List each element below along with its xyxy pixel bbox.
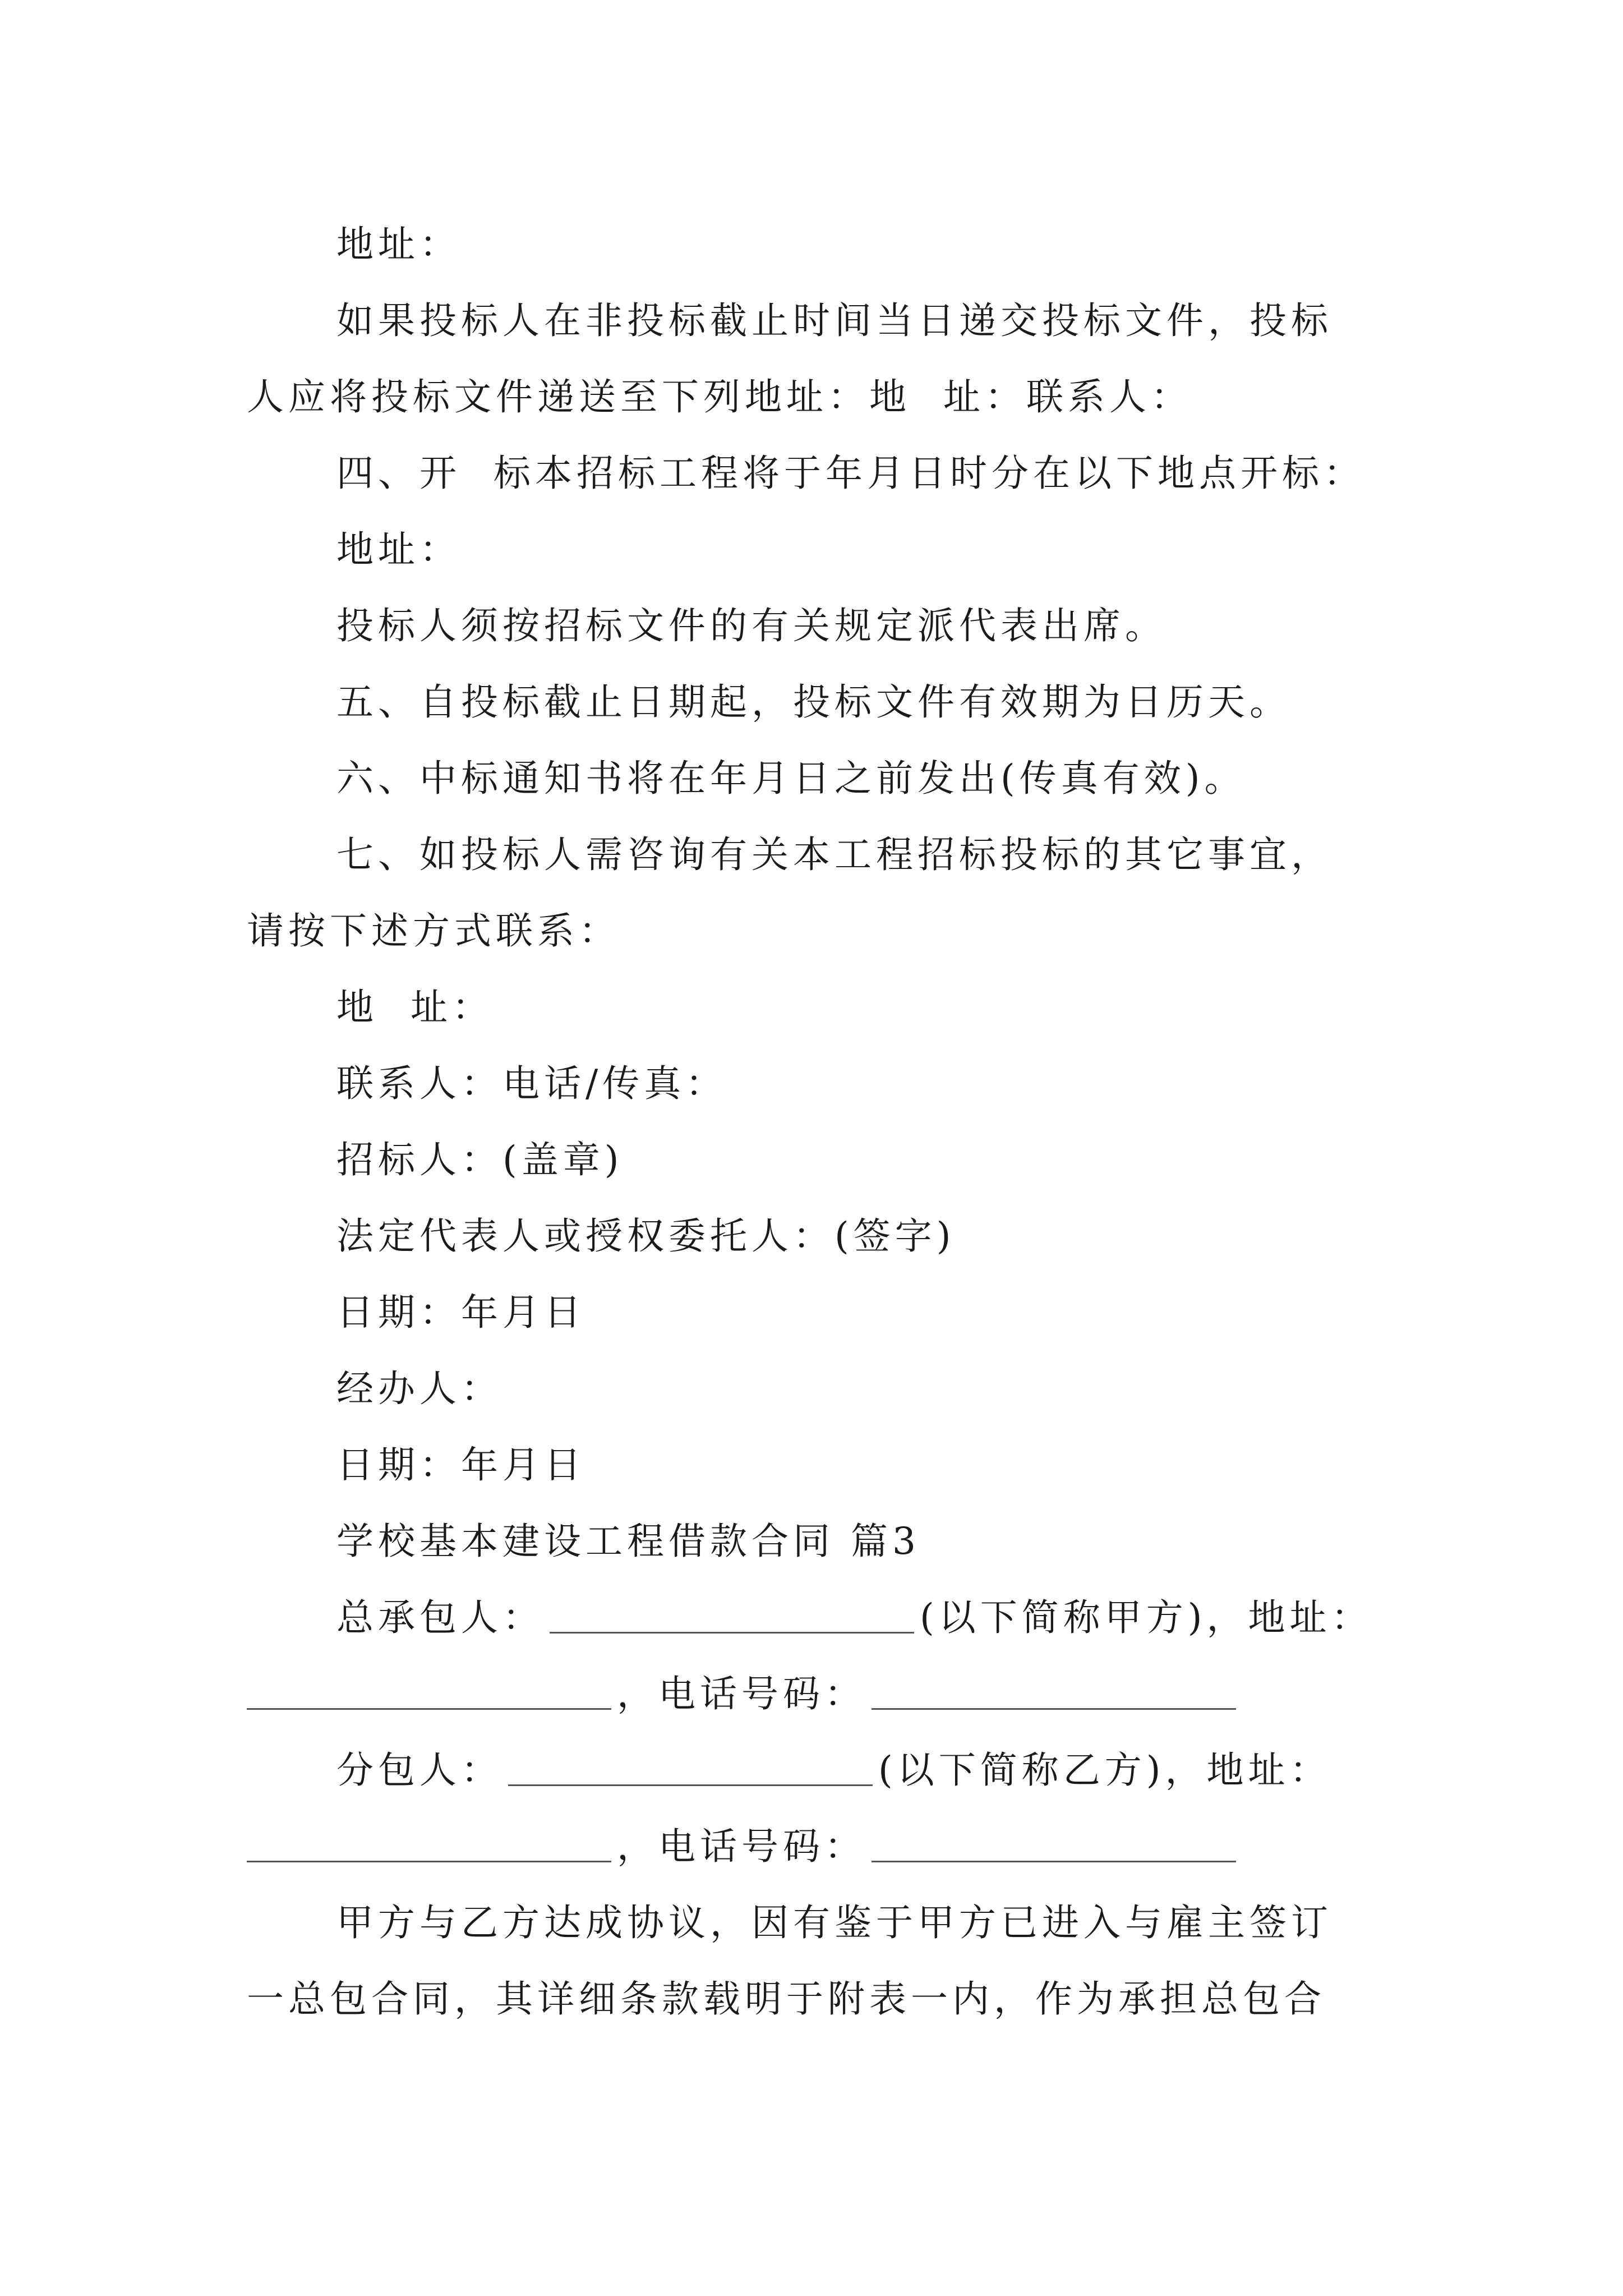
subcontractor-label: 分包人： xyxy=(336,1749,502,1792)
subcontractor-phone-line xyxy=(247,1809,1380,1885)
subcontractor-suffix: (以下简称乙方)，地址： xyxy=(878,1749,1331,1792)
contractor-phone-blank xyxy=(872,1671,1236,1710)
text-line: 七、如投标人需咨询有关本工程招标投标的其它事宜， xyxy=(336,833,1332,876)
contractor-phone-label: ，电话号码： xyxy=(617,1672,866,1715)
text-line: 地址： xyxy=(336,528,461,571)
contractor-line xyxy=(247,1580,1380,1656)
text-line: 日期：年月日 xyxy=(336,1291,585,1334)
subcontractor-phone-label: ，电话号码： xyxy=(617,1825,866,1868)
section-heading: 学校基本建设工程借款合同 篇3 xyxy=(336,1520,920,1563)
contractor-name-blank xyxy=(550,1595,914,1634)
text-line: 人应将投标文件递送至下列地址：地 址：联系人： xyxy=(247,375,1192,418)
text-line: 请按下述方式联系： xyxy=(247,909,620,953)
text-line: 经办人： xyxy=(336,1367,502,1410)
subcontractor-address-blank xyxy=(247,1824,611,1862)
document-body xyxy=(247,206,1380,2037)
contractor-address-blank xyxy=(247,1671,611,1710)
contractor-phone-line xyxy=(247,1656,1380,1732)
text-line: 五、自投标截止日期起，投标文件有效期为日历天。 xyxy=(336,680,1291,724)
text-line: 一总包合同，其详细条款载明于附表一内，作为承担总包合 xyxy=(247,1977,1326,2021)
contractor-suffix: (以下简称甲方)，地址： xyxy=(920,1596,1373,1639)
text-line: 日期：年月日 xyxy=(336,1443,585,1487)
text-line: 投标人须按招标文件的有关规定派代表出席。 xyxy=(336,604,1166,647)
text-line: 如果投标人在非投标截止时间当日递交投标文件，投标 xyxy=(336,299,1332,342)
contractor-label: 总承包人： xyxy=(336,1596,544,1639)
text-line: 四、开 标本招标工程将于年月日时分在以下地点开标： xyxy=(336,452,1365,495)
text-line: 地 址： xyxy=(336,986,494,1029)
subcontractor-name-blank xyxy=(508,1747,873,1786)
text-line: 地址： xyxy=(336,223,461,266)
text-line: 法定代表人或授权委托人：(签字) xyxy=(336,1214,956,1258)
subcontractor-phone-blank xyxy=(872,1824,1236,1862)
text-line: 甲方与乙方达成协议，因有鉴于甲方已进入与雇主签订 xyxy=(336,1901,1332,1944)
text-line: 招标人：(盖章) xyxy=(336,1138,624,1181)
text-line: 六、中标通知书将在年月日之前发出(传真有效)。 xyxy=(336,757,1246,800)
text-line: 联系人：电话/传真： xyxy=(336,1062,727,1105)
subcontractor-line xyxy=(247,1732,1380,1809)
